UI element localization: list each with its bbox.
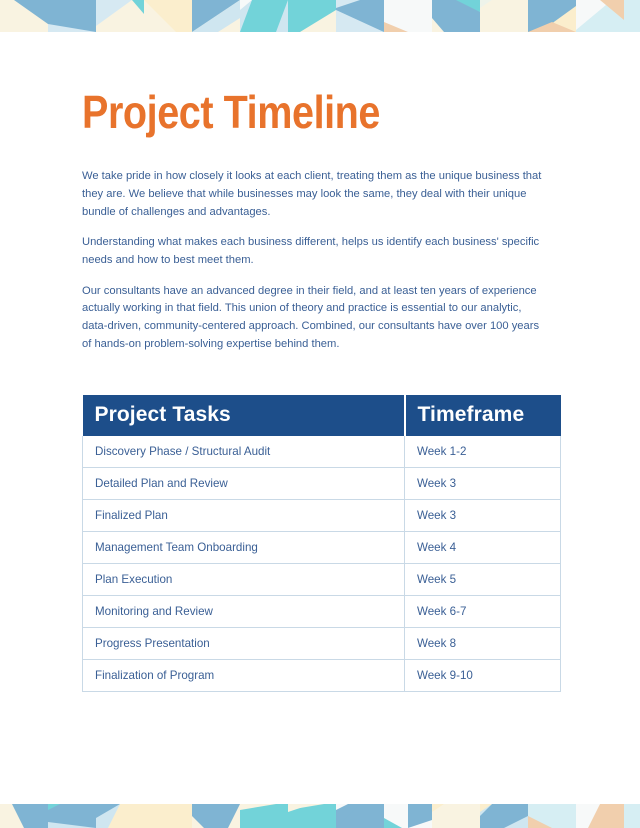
cell-project-task: Finalization of Program <box>83 660 405 692</box>
table-row <box>83 500 561 532</box>
top-pattern-graphic <box>0 0 640 32</box>
document-page <box>0 32 640 796</box>
cell-project-task: Discovery Phase / Structural Audit <box>83 436 405 468</box>
table-row <box>83 596 561 628</box>
table-row <box>83 660 561 692</box>
bottom-pattern-graphic <box>0 796 640 828</box>
top-decorative-band <box>0 0 640 32</box>
table-row <box>83 628 561 660</box>
table-row <box>83 564 561 596</box>
column-header-project-tasks: Project Tasks <box>83 395 405 436</box>
cell-timeframe: Week 3 <box>405 468 561 500</box>
cell-timeframe: Week 4 <box>405 532 561 564</box>
cell-project-task: Plan Execution <box>83 564 405 596</box>
cell-project-task: Detailed Plan and Review <box>83 468 405 500</box>
column-header-timeframe: Timeframe <box>405 395 561 436</box>
cell-timeframe: Week 8 <box>405 628 561 660</box>
cell-project-task: Finalized Plan <box>83 500 405 532</box>
cell-timeframe: Week 6-7 <box>405 596 561 628</box>
cell-project-task: Monitoring and Review <box>83 596 405 628</box>
paragraph-1: We take pride in how closely it looks at each client, treating them as the unique business that they are. We believe that while businesses may look the same, they deal with their unique bundle of challenges and advantages. <box>82 170 542 218</box>
intro-paragraphs <box>82 168 558 353</box>
project-timeline-table <box>82 395 561 692</box>
paragraph-3: Our consultants have an advanced degree in their field, and at least ten years of experience actually working in that field. This union of theory and practice is essential to our analytic, data-driven, community-centered approach. Combined, our consultants have over 100 years of hands-on problem-solving expertise behind them. <box>82 284 540 350</box>
table-row <box>83 532 561 564</box>
page-title: Project Timeline <box>82 86 381 138</box>
table-body <box>83 436 561 692</box>
cell-timeframe: Week 3 <box>405 500 561 532</box>
paragraph-2: Understanding what makes each business different, helps us identify each business' specific needs and how to best meet them. <box>82 236 540 267</box>
table-header-row <box>83 395 561 436</box>
bottom-decorative-band <box>0 796 640 828</box>
cell-project-task: Management Team Onboarding <box>83 532 405 564</box>
page-content <box>0 88 640 692</box>
table-row <box>83 468 561 500</box>
cell-timeframe: Week 9-10 <box>405 660 561 692</box>
cell-timeframe: Week 5 <box>405 564 561 596</box>
cell-timeframe: Week 1-2 <box>405 436 561 468</box>
cell-project-task: Progress Presentation <box>83 628 405 660</box>
table-row <box>83 436 561 468</box>
table-header <box>83 395 561 436</box>
